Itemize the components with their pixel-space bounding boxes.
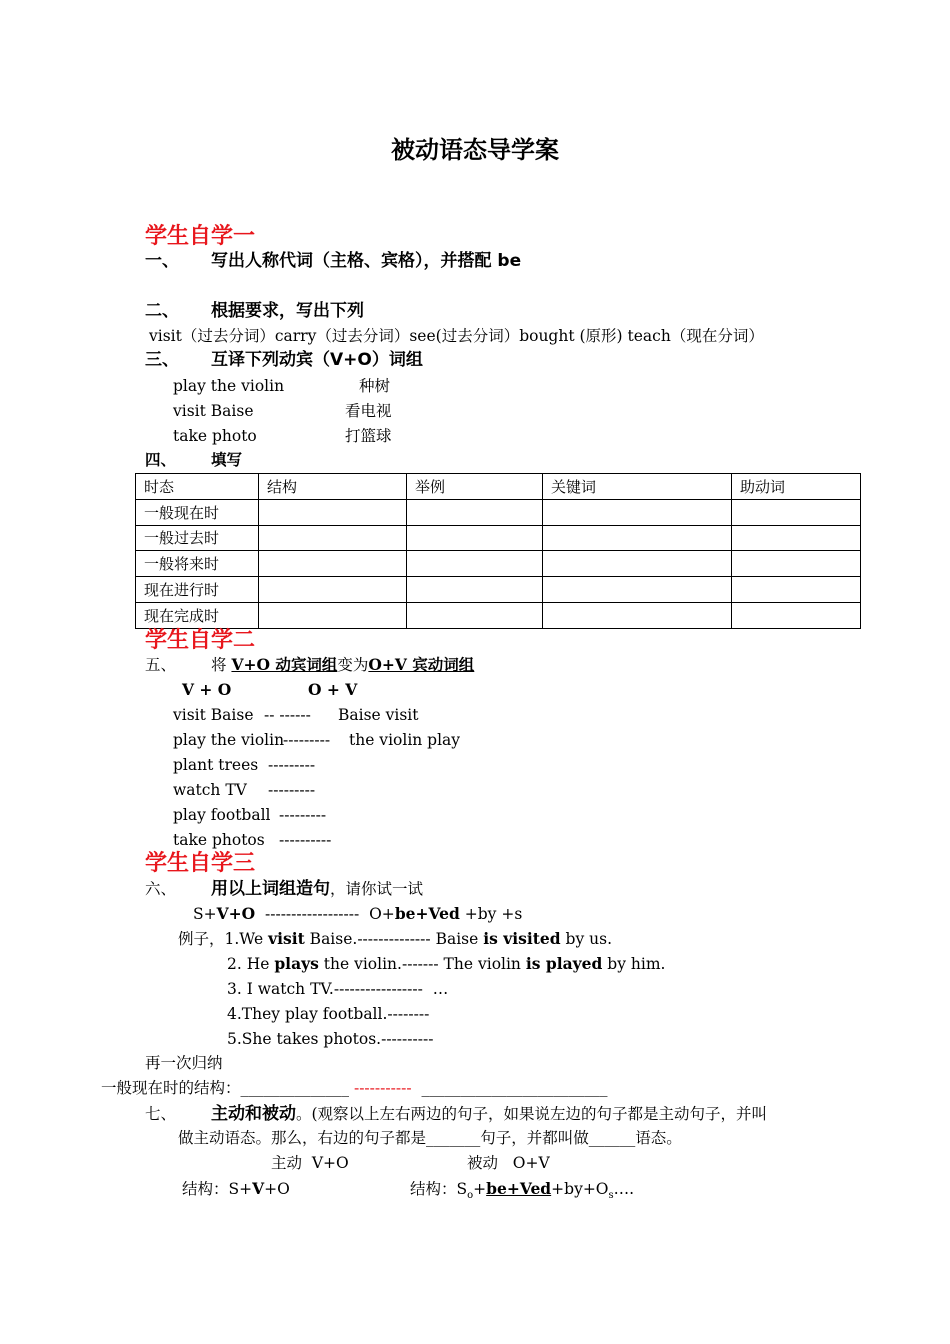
answer-blank[interactable]: ________________________ — [421, 1079, 608, 1097]
question-text: 主动和被动 — [211, 1104, 296, 1124]
table-header-cell: 时态 — [136, 474, 259, 500]
pair-left: take photos — [173, 831, 265, 849]
pair-dash: --------- — [268, 781, 316, 799]
active-label: 主动 V+O — [271, 1154, 349, 1172]
table-cell-tense: 一般现在时 — [136, 499, 259, 525]
question-7-desc: 做主动语态。那么，右边的句子都是_______句子，并都叫做______语态。 — [178, 1129, 682, 1147]
pair-left: play football — [173, 806, 271, 824]
structure-label: 一般现在时的结构： — [101, 1079, 241, 1097]
table-cell-blank[interactable] — [732, 525, 861, 551]
text-run: visit — [268, 929, 305, 948]
phrase-en: play the violin — [173, 377, 285, 395]
subscript: o — [467, 1190, 474, 1202]
passive-structure — [410, 1180, 634, 1202]
structure-summary — [101, 1079, 607, 1098]
tense-table — [135, 473, 861, 629]
question-desc: 。(观察以上左右两边的句子，如果说左边的句子都是主动句子，并叫 — [296, 1105, 768, 1123]
text-run: the violin.------- The violin — [318, 955, 526, 973]
question-5 — [145, 656, 474, 675]
table-header-cell: 举例 — [407, 474, 543, 500]
table-cell-blank[interactable] — [407, 551, 543, 577]
table-row — [136, 602, 861, 628]
pair-dash: --------- — [279, 806, 327, 824]
question-7 — [145, 1104, 767, 1124]
question-text: 写出人称代词（主格、宾格），并搭配 be — [211, 251, 522, 271]
table-cell-blank[interactable] — [407, 602, 543, 628]
text-run: +by+O — [551, 1180, 609, 1198]
table-cell-blank[interactable] — [732, 551, 861, 577]
pair-right: Baise visit — [338, 706, 419, 724]
question-number: 四、 — [145, 451, 177, 469]
table-cell-blank[interactable] — [543, 551, 732, 577]
question-text: 填写 — [211, 451, 243, 469]
table-cell-blank[interactable] — [732, 499, 861, 525]
question-text-tail: ，请你试一试 — [330, 880, 424, 898]
table-row — [136, 551, 861, 577]
question-3 — [145, 350, 423, 370]
question-number: 七、 — [145, 1105, 177, 1123]
table-cell-blank[interactable] — [259, 499, 407, 525]
example-3: 3. I watch TV.----------------- … — [227, 980, 449, 998]
table-cell-blank[interactable] — [732, 602, 861, 628]
text-run: is visited — [483, 929, 561, 948]
summary-label: 再一次归纳 — [145, 1054, 223, 1072]
question-1 — [145, 251, 521, 271]
section-heading-3: 学生自学三 — [145, 851, 256, 876]
question-text: 将 — [211, 656, 232, 674]
table-header-cell: 助动词 — [732, 474, 861, 500]
text-run: plays — [274, 954, 319, 973]
formula-part: +by +s — [459, 905, 523, 923]
phrase-en: visit Baise — [173, 402, 254, 420]
formula-part: be+Ved — [394, 904, 460, 923]
table-header-cell: 结构 — [259, 474, 407, 500]
text-run: by him. — [602, 955, 666, 973]
table-row — [136, 499, 861, 525]
table-cell-blank[interactable] — [543, 499, 732, 525]
table-cell-blank[interactable] — [259, 577, 407, 603]
answer-blank[interactable]: ______________ — [240, 1079, 350, 1097]
pair-left: play the violin — [173, 731, 285, 749]
pair-dash: ---------- — [279, 831, 332, 849]
phrase-zh: 打篮球 — [345, 427, 392, 445]
question-number: 二、 — [145, 301, 179, 321]
column-label-vo: V + O — [182, 680, 232, 699]
table-cell-blank[interactable] — [407, 577, 543, 603]
question-number: 六、 — [145, 880, 177, 898]
question-4 — [145, 451, 242, 470]
table-cell-blank[interactable] — [259, 551, 407, 577]
table-cell-blank[interactable] — [543, 525, 732, 551]
text-run: 1.We — [224, 930, 269, 948]
text-run: +O — [264, 1180, 290, 1198]
question-2 — [145, 301, 364, 321]
pair-dash: --------- — [268, 756, 316, 774]
example-4: 4.They play football.-------- — [227, 1005, 430, 1023]
table-cell-tense: 一般将来时 — [136, 551, 259, 577]
active-structure — [182, 1180, 290, 1199]
question-2-words: visit（过去分词）carry（过去分词）see(过去分词）bought (原形) teach（现在分词） — [149, 327, 764, 345]
table-cell-tense: 现在完成时 — [136, 602, 259, 628]
text-run: Baise.-------------- Baise — [304, 930, 484, 948]
text-run: be+Ved — [486, 1179, 552, 1198]
table-cell-blank[interactable] — [407, 499, 543, 525]
column-label-ov: O + V — [308, 680, 358, 699]
pair-dash: --------- — [283, 731, 331, 749]
formula-part: V+O — [216, 904, 256, 923]
table-cell-blank[interactable] — [259, 525, 407, 551]
table-header-cell: 关键词 — [543, 474, 732, 500]
pair-left: visit Baise — [173, 706, 254, 724]
page-title: 被动语态导学案 — [391, 136, 559, 164]
question-text: 用以上词组造句 — [211, 879, 330, 899]
question-text: 根据要求，写出下列 — [211, 301, 364, 321]
section-heading-2: 学生自学二 — [145, 628, 256, 653]
text-run: by us. — [560, 930, 613, 948]
section-heading-1: 学生自学一 — [145, 224, 256, 249]
phrase-en: take photo — [173, 427, 257, 445]
phrase-zh: 看电视 — [345, 402, 392, 420]
formula-part: S+ — [193, 905, 217, 923]
example-1 — [178, 930, 612, 949]
table-cell-blank[interactable] — [543, 577, 732, 603]
text-run: 结构：S — [410, 1180, 468, 1198]
text-run: 2. He — [227, 955, 275, 973]
table-cell-blank[interactable] — [543, 602, 732, 628]
table-cell-blank[interactable] — [732, 577, 861, 603]
text-run: 结构：S+ — [182, 1180, 253, 1198]
question-number: 一、 — [145, 251, 179, 271]
underlined-term: V+O 动宾词组 — [231, 655, 338, 674]
text-run: V — [252, 1179, 265, 1198]
example-2 — [227, 955, 665, 974]
pair-left: watch TV — [173, 781, 247, 799]
question-number: 三、 — [145, 350, 179, 370]
pair-dash: -- ------ — [264, 706, 311, 724]
pair-left: plant trees — [173, 756, 259, 774]
table-cell-tense: 现在进行时 — [136, 577, 259, 603]
question-6 — [145, 879, 423, 899]
text-run: + — [473, 1180, 487, 1198]
text-run: …. — [613, 1180, 635, 1198]
table-header-row — [136, 474, 861, 500]
underlined-term: O+V 宾动词组 — [368, 655, 475, 674]
question-text: 互译下列动宾（V+O）词组 — [211, 350, 423, 370]
pair-right: the violin play — [349, 731, 461, 749]
formula-part: ------------------ O+ — [255, 905, 395, 923]
red-dash: ----------- — [353, 1079, 412, 1097]
subscript: s — [608, 1190, 614, 1202]
question-text: 变为 — [337, 656, 369, 674]
example-5: 5.She takes photos.---------- — [227, 1030, 434, 1048]
table-cell-blank[interactable] — [259, 602, 407, 628]
text-run: is played — [525, 954, 603, 973]
table-row — [136, 577, 861, 603]
example-label: 例子， — [178, 930, 225, 948]
table-cell-tense: 一般过去时 — [136, 525, 259, 551]
table-cell-blank[interactable] — [407, 525, 543, 551]
passive-label: 被动 O+V — [467, 1154, 550, 1172]
table-row — [136, 525, 861, 551]
question-number: 五、 — [145, 656, 177, 674]
phrase-zh: 种树 — [359, 377, 391, 395]
formula — [193, 905, 522, 924]
